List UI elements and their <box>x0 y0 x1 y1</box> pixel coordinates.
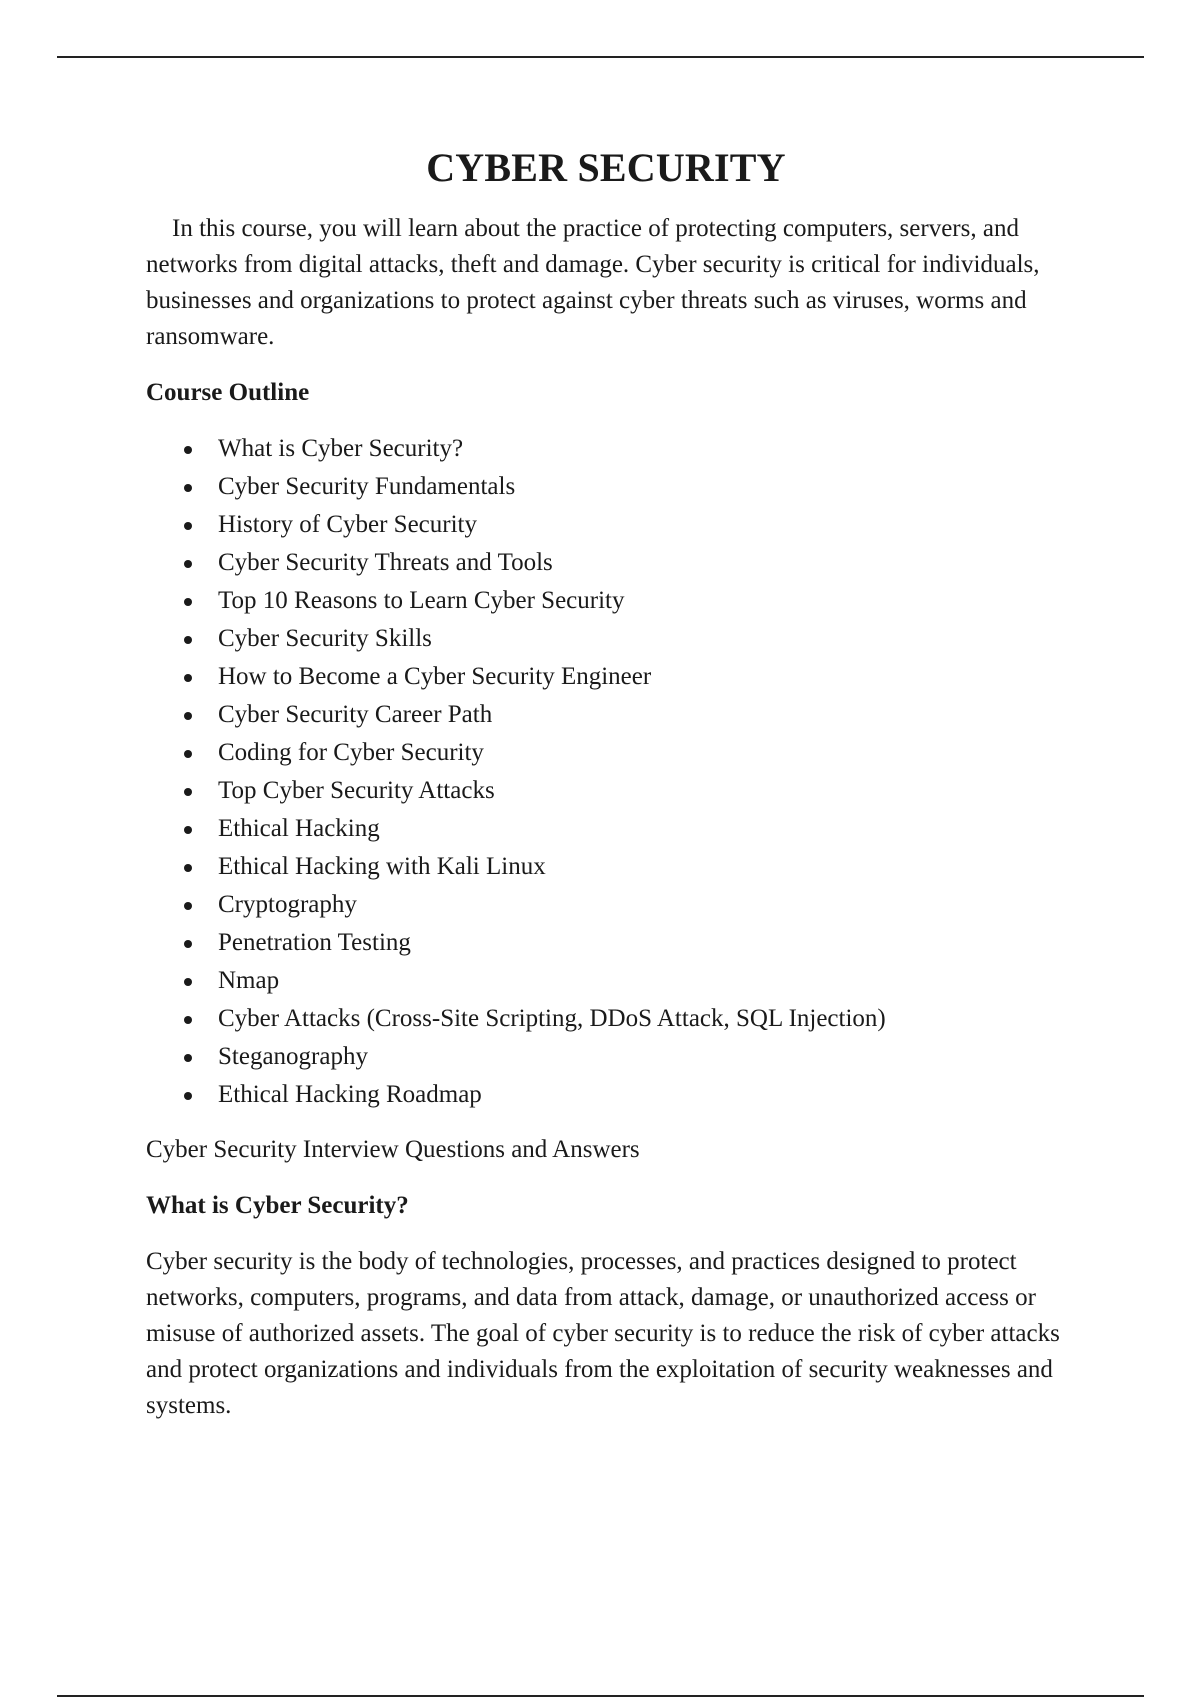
bullet-icon <box>184 484 192 492</box>
list-item <box>218 848 1066 886</box>
outline-item-label: Cryptography <box>218 891 357 918</box>
outline-item-label: Coding for Cyber Security <box>218 739 484 766</box>
list-item <box>218 696 1066 734</box>
bullet-icon <box>184 598 192 606</box>
bullet-icon <box>184 978 192 986</box>
outline-item-label: Ethical Hacking with Kali Linux <box>218 853 546 880</box>
bullet-icon <box>184 940 192 948</box>
list-item <box>218 468 1066 506</box>
bullet-icon <box>184 446 192 454</box>
definition-paragraph: Cyber security is the body of technologies, processes, and practices designed to protect networks, computers, programs, and data from attack, damage, or unauthorized access or misuse of authorized assets. The goal of cyber security is to reduce the risk of cyber attacks and protect organizations and individuals from the exploitation of security weaknesses and systems. <box>146 1248 1060 1419</box>
list-item <box>218 620 1066 658</box>
list-item <box>218 1038 1066 1076</box>
bottom-divider <box>57 1695 1144 1697</box>
outline-item-label: Cyber Attacks (Cross-Site Scripting, DDoS Attack, SQL Injection) <box>218 1005 886 1032</box>
outline-item-label: Ethical Hacking Roadmap <box>218 1081 482 1108</box>
outline-item-label: Cyber Security Fundamentals <box>218 473 516 500</box>
outline-item-label: Nmap <box>218 967 280 994</box>
bullet-icon <box>184 1054 192 1062</box>
outline-item-label: Top 10 Reasons to Learn Cyber Security <box>218 587 625 614</box>
outline-item-label: Cyber Security Threats and Tools <box>218 549 553 576</box>
bullet-icon <box>184 522 192 530</box>
list-item <box>218 962 1066 1000</box>
list-item <box>218 506 1066 544</box>
list-item <box>218 810 1066 848</box>
list-item <box>218 544 1066 582</box>
outline-item-label: Cyber Security Skills <box>218 625 432 652</box>
bullet-icon <box>184 750 192 758</box>
intro-paragraph: In this course, you will learn about the practice of protecting computers, servers, and networks from digital attacks, theft and damage. Cyber security is critical for individuals, businesses and organizations to protect against cyber threats such as viruses, worms and ransomware. <box>146 215 1040 350</box>
list-item <box>218 924 1066 962</box>
bullet-icon <box>184 674 192 682</box>
list-item <box>218 1000 1066 1038</box>
outline-item-label: How to Become a Cyber Security Engineer <box>218 663 652 690</box>
bullet-icon <box>184 826 192 834</box>
list-item <box>218 430 1066 468</box>
outline-item-label: Steganography <box>218 1043 368 1070</box>
outline-item-label: Penetration Testing <box>218 929 411 956</box>
outline-item-label: Cyber Security Career Path <box>218 701 493 728</box>
bullet-icon <box>184 902 192 910</box>
document-page <box>146 136 1066 1424</box>
outline-item-label: What is Cyber Security? <box>218 435 464 462</box>
top-divider <box>57 56 1144 58</box>
outline-item-label: History of Cyber Security <box>218 511 477 538</box>
page-title: CYBER SECURITY <box>426 145 786 190</box>
list-item <box>218 886 1066 924</box>
bullet-icon <box>184 560 192 568</box>
bullet-icon <box>184 864 192 872</box>
course-outline-heading: Course Outline <box>146 379 310 406</box>
what-is-cyber-security-heading: What is Cyber Security? <box>146 1192 409 1219</box>
list-item <box>218 734 1066 772</box>
list-item <box>218 582 1066 620</box>
bullet-icon <box>184 1092 192 1100</box>
bullet-icon <box>184 1016 192 1024</box>
list-item <box>218 1076 1066 1114</box>
outline-item-label: Top Cyber Security Attacks <box>218 777 495 804</box>
outline-item-label: Ethical Hacking <box>218 815 380 842</box>
bullet-icon <box>184 636 192 644</box>
bullet-icon <box>184 788 192 796</box>
list-item <box>218 658 1066 696</box>
list-item <box>218 772 1066 810</box>
bullet-icon <box>184 712 192 720</box>
interview-questions-line: Cyber Security Interview Questions and Answers <box>146 1136 640 1163</box>
course-outline-list <box>146 430 1066 1114</box>
